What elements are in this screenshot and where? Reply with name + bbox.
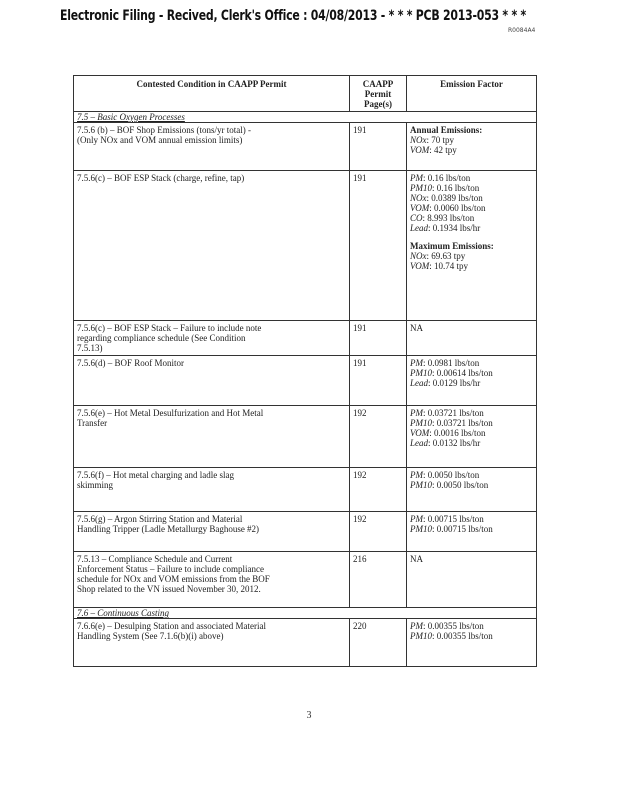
- factor-value: : 70 tpy: [426, 135, 455, 145]
- page-cell: 191: [350, 171, 407, 321]
- factor-value: : 0.0132 lbs/hr: [428, 438, 481, 448]
- emission-factor: [410, 480, 533, 490]
- table-row: [74, 468, 537, 512]
- factor-cell: [407, 171, 537, 321]
- emission-factor: [410, 203, 533, 213]
- condition-text: 7.5.13 – Compliance Schedule and Current: [77, 554, 233, 564]
- condition-cell: [74, 512, 350, 552]
- spacer: [410, 233, 533, 241]
- emission-factor: [410, 418, 533, 428]
- document-code: R0084A4: [508, 27, 536, 34]
- pollutant: VOM: [410, 203, 430, 213]
- emission-factor: [410, 261, 533, 271]
- factor-value: : 42 tpy: [429, 145, 457, 155]
- emission-factor-table: [73, 75, 536, 667]
- condition-text: regarding compliance schedule (See Condition: [77, 333, 246, 343]
- factor-heading: Maximum Emissions:: [410, 241, 494, 251]
- condition-cell: [74, 171, 350, 321]
- condition-text: skimming: [77, 480, 114, 490]
- table-header-row: [74, 76, 537, 112]
- condition-text: 7.5.6(d) – BOF Roof Monitor: [77, 358, 185, 368]
- emission-factor: [410, 251, 533, 261]
- condition-text: 7.5.6(e) – Hot Metal Desulfurization and Hot Metal: [77, 408, 264, 418]
- factor-cell: [407, 468, 537, 512]
- condition-text: 7.5.6 (b) – BOF Shop Emissions (tons/yr total) -: [77, 125, 252, 135]
- header-page: CAAPP Permit Page(s): [350, 76, 407, 112]
- pollutant: PM10: [410, 418, 432, 428]
- factor-cell: [407, 321, 537, 356]
- condition-text: (Only NOx and VOM annual emission limits): [77, 135, 243, 145]
- emission-factor: [410, 135, 533, 145]
- pollutant: NOx: [410, 193, 427, 203]
- emission-factor: [410, 524, 533, 534]
- condition-text: 7.5.6(c) – BOF ESP Stack (charge, refine, tap): [77, 173, 245, 183]
- emission-factor: [410, 378, 533, 388]
- page-cell: 192: [350, 406, 407, 468]
- factor-value: : 0.00355 lbs/ton: [423, 621, 484, 631]
- header-factor: Emission Factor: [407, 76, 537, 112]
- table-row: [74, 123, 537, 171]
- factor-value: : 0.03721 lbs/ton: [432, 418, 493, 428]
- condition-text: Handling System (See 7.1.6(b)(i) above): [77, 631, 224, 641]
- factor-value: : 0.00355 lbs/ton: [432, 631, 493, 641]
- page-cell: 192: [350, 468, 407, 512]
- factor-cell: [407, 356, 537, 406]
- factor-cell: [407, 123, 537, 171]
- condition-text: Transfer: [77, 418, 108, 428]
- page-cell: 220: [350, 619, 407, 667]
- factor-value: : 0.1934 lbs/hr: [428, 223, 481, 233]
- factor-value: : 0.0016 lbs/ton: [429, 428, 486, 438]
- factor-plain: NA: [410, 554, 423, 564]
- factor-plain: NA: [410, 323, 423, 333]
- page-cell: 191: [350, 356, 407, 406]
- factor-value: : 0.00715 lbs/ton: [432, 524, 493, 534]
- factor-value: : 0.16 lbs/ton: [432, 183, 480, 193]
- emission-factor: [410, 223, 533, 233]
- factor-value: : 0.0060 lbs/ton: [429, 203, 486, 213]
- pollutant: VOM: [410, 261, 430, 271]
- page-cell: 191: [350, 123, 407, 171]
- factor-cell: [407, 406, 537, 468]
- factor-cell: [407, 619, 537, 667]
- factor-value: : 8.993 lbs/ton: [422, 213, 475, 223]
- pollutant: Lead: [410, 223, 428, 233]
- condition-text: 7.5.13): [77, 343, 103, 353]
- table-row: [74, 619, 537, 667]
- condition-text: Handling Tripper (Ladle Metallurgy Baghouse #2): [77, 524, 260, 534]
- factor-value: : 0.00614 lbs/ton: [432, 368, 493, 378]
- factor-cell: [407, 552, 537, 608]
- condition-cell: [74, 619, 350, 667]
- condition-text: schedule for NOx and VOM emissions from the BOF: [77, 574, 270, 584]
- header-condition: Contested Condition in CAAPP Permit: [74, 76, 350, 112]
- pollutant: Lead: [410, 438, 428, 448]
- factor-value: : 0.03721 lbs/ton: [423, 408, 484, 418]
- pollutant: PM: [410, 621, 423, 631]
- table-row: [74, 552, 537, 608]
- factor-value: : 0.0389 lbs/ton: [426, 193, 483, 203]
- pollutant: VOM: [410, 145, 430, 155]
- factor-value: : 10.74 tpy: [429, 261, 468, 271]
- pollutant: PM: [410, 470, 423, 480]
- emission-factor: [410, 470, 533, 480]
- factor-heading: Annual Emissions:: [410, 125, 483, 135]
- page-cell: 191: [350, 321, 407, 356]
- emission-factor: [410, 438, 533, 448]
- pollutant: CO: [410, 213, 423, 223]
- condition-cell: [74, 356, 350, 406]
- condition-text: Enforcement Status – Failure to include compliance: [77, 564, 264, 574]
- table-row: [74, 171, 537, 321]
- emission-factor: [410, 514, 533, 524]
- pollutant: PM: [410, 408, 423, 418]
- section-title: 7.6 – Continuous Casting: [74, 608, 537, 619]
- factor-cell: [407, 512, 537, 552]
- pollutant: NOx: [410, 135, 427, 145]
- factor-value: : 0.0981 lbs/ton: [423, 358, 480, 368]
- condition-cell: [74, 552, 350, 608]
- section-row-cc: [74, 608, 537, 619]
- factor-value: : 0.0050 lbs/ton: [432, 480, 489, 490]
- page-number: 3: [306, 710, 312, 721]
- emission-factor: [410, 358, 533, 368]
- factor-value: : 0.16 lbs/ton: [423, 173, 471, 183]
- pollutant: PM10: [410, 631, 432, 641]
- condition-text: Shop related to the VN issued November 30, 2012.: [77, 584, 261, 594]
- emission-factor: [410, 621, 533, 631]
- section-row-bop: [74, 112, 537, 123]
- condition-cell: [74, 468, 350, 512]
- factor-value: : 0.00715 lbs/ton: [423, 514, 484, 524]
- emission-factor: [410, 368, 533, 378]
- pollutant: PM: [410, 514, 423, 524]
- emission-factor: [410, 193, 533, 203]
- condition-text: 7.5.6(g) – Argon Stirring Station and Material: [77, 514, 243, 524]
- emission-factor: [410, 145, 533, 155]
- condition-cell: [74, 321, 350, 356]
- factor-value: : 0.0050 lbs/ton: [423, 470, 480, 480]
- condition-text: 7.6.6(e) – Desulping Station and associated Material: [77, 621, 266, 631]
- page-cell: 216: [350, 552, 407, 608]
- pollutant: PM10: [410, 368, 432, 378]
- pollutant: PM10: [410, 183, 432, 193]
- condition-text: 7.5.6(c) – BOF ESP Stack – Failure to include note: [77, 323, 262, 333]
- emission-factor: [410, 183, 533, 193]
- table-row: [74, 321, 537, 356]
- table-row: [74, 356, 537, 406]
- factor-value: : 69.63 tpy: [426, 251, 466, 261]
- pollutant: Lead: [410, 378, 428, 388]
- section-title: 7.5 – Basic Oxygen Processes: [74, 112, 537, 123]
- pollutant: NOx: [410, 251, 427, 261]
- pollutant: PM10: [410, 524, 432, 534]
- page-cell: 192: [350, 512, 407, 552]
- emission-factor: [410, 408, 533, 418]
- emission-factor: [410, 173, 533, 183]
- emission-factor: [410, 428, 533, 438]
- table-row: [74, 406, 537, 468]
- condition-text: 7.5.6(f) – Hot metal charging and ladle slag: [77, 470, 235, 480]
- filing-stamp: Electronic Filing - Recived, Clerk's Office : 04/08/2013 - * * * PCB 2013-053 * * *: [60, 8, 526, 24]
- condition-cell: [74, 123, 350, 171]
- pollutant: PM10: [410, 480, 432, 490]
- pollutant: VOM: [410, 428, 430, 438]
- factor-value: : 0.0129 lbs/hr: [428, 378, 481, 388]
- emission-factor: [410, 213, 533, 223]
- pollutant: PM: [410, 173, 423, 183]
- condition-cell: [74, 406, 350, 468]
- pollutant: PM: [410, 358, 423, 368]
- table-row: [74, 512, 537, 552]
- emission-factor: [410, 631, 533, 641]
